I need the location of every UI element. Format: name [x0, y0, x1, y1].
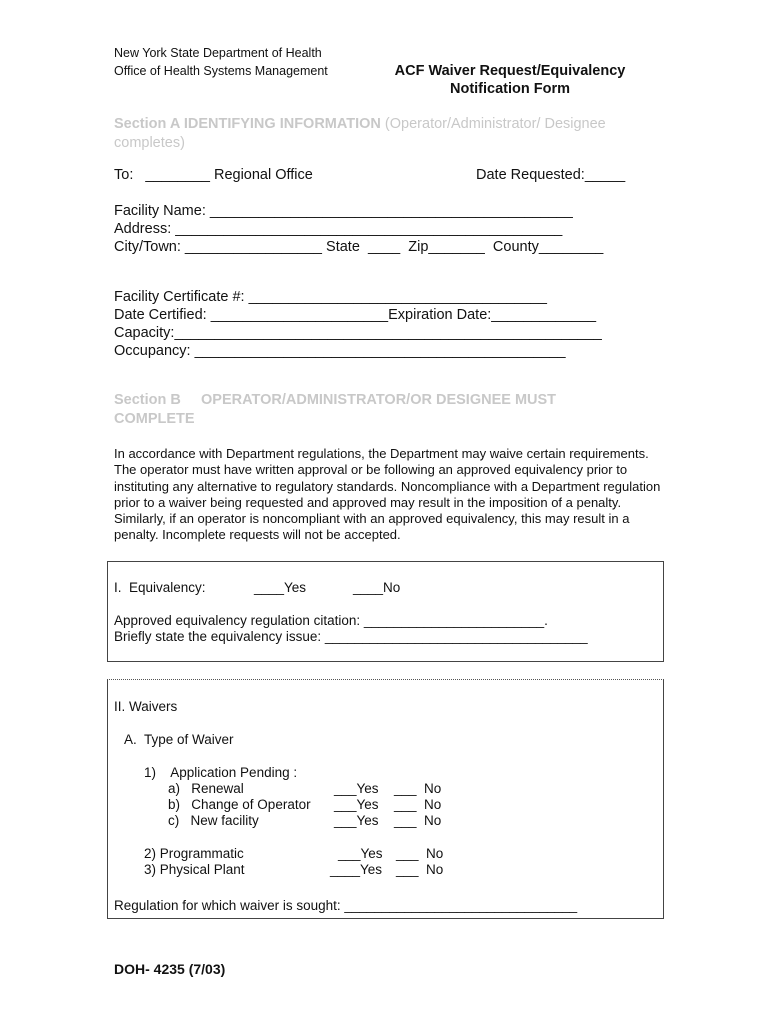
waiver-programmatic-label: 2) Programmatic [144, 846, 244, 861]
waivers-title: II. Waivers [114, 699, 178, 714]
section-b-heading-cont: COMPLETE [114, 411, 195, 427]
waiver-programmatic-no[interactable]: ___ No [396, 846, 444, 861]
equivalency-yes[interactable]: ____Yes [254, 580, 307, 595]
equivalency-citation-field[interactable]: Approved equivalency regulation citation: ________________________. [114, 613, 548, 628]
waiver-new-facility-label: c) New facility [168, 813, 259, 828]
waiver-programmatic-yes[interactable]: ___Yes [338, 846, 383, 861]
waiver-renewal-yes[interactable]: ___Yes [334, 781, 379, 796]
to-regional-office-field[interactable]: To: ________ Regional Office [114, 167, 313, 183]
form-title-line2: Notification Form [449, 81, 571, 97]
application-pending-label: 1) Application Pending : [144, 765, 298, 780]
department-name: New York State Department of Health [114, 46, 322, 60]
regulation-paragraph: In accordance with Department regulations, the Department may waive certain requirements. The operator must have written approval or be following an approved equivalency prior to instituting any alternative to regulatory standards. Noncompliance with a Department regulation prior to a waiver being requested and approved may result in the imposition of a penalty. Similarly, if an operator is noncompliant with an approved equivalency, this may result in a penalty. Incomplete requests will not be accepted. [114, 446, 661, 543]
waiver-change-operator-label: b) Change of Operator [168, 797, 311, 812]
waiver-type-heading: A. Type of Waiver [124, 732, 234, 747]
waiver-physical-plant-label: 3) Physical Plant [144, 862, 245, 877]
waiver-new-facility-no[interactable]: ___ No [394, 813, 442, 828]
waiver-change-operator-yes[interactable]: ___Yes [334, 797, 379, 812]
equivalency-no[interactable]: ____No [353, 580, 401, 595]
waiver-physical-plant-no[interactable]: ___ No [396, 862, 444, 877]
section-a-heading-cont: completes) [114, 135, 185, 151]
waiver-regulation-field[interactable]: Regulation for which waiver is sought: _______________________________ [114, 898, 578, 913]
date-certified-expiration-field[interactable]: Date Certified: ______________________Expiration Date:_____________ [114, 307, 597, 323]
city-state-zip-county-field[interactable]: City/Town: _________________ State ____ Zip_______ County________ [114, 239, 604, 255]
equivalency-label: I. Equivalency: [114, 580, 206, 595]
capacity-field[interactable]: Capacity:_____________________________________________________ [114, 325, 602, 341]
section-a-heading: Section A IDENTIFYING INFORMATION (Operator/Administrator/ Designee [114, 116, 606, 132]
occupancy-field[interactable]: Occupancy: ______________________________________________ [114, 343, 566, 359]
waiver-renewal-label: a) Renewal [168, 781, 244, 796]
form-title-line1: ACF Waiver Request/Equivalency [394, 63, 626, 79]
waiver-change-operator-no[interactable]: ___ No [394, 797, 442, 812]
date-requested-field[interactable]: Date Requested:_____ [476, 167, 626, 183]
office-name: Office of Health Systems Management [114, 64, 328, 78]
address-field[interactable]: Address: ________________________________________________ [114, 221, 563, 237]
waiver-new-facility-yes[interactable]: ___Yes [334, 813, 379, 828]
facility-name-field[interactable]: Facility Name: _____________________________________________ [114, 203, 573, 219]
section-b-heading: Section B OPERATOR/ADMINISTRATOR/OR DESIGNEE MUST [114, 392, 557, 408]
waiver-renewal-no[interactable]: ___ No [394, 781, 442, 796]
waiver-physical-plant-yes[interactable]: ____Yes [330, 862, 383, 877]
facility-certificate-field[interactable]: Facility Certificate #: _____________________________________ [114, 289, 547, 305]
form-number: DOH- 4235 (7/03) [114, 961, 226, 977]
equivalency-issue-field[interactable]: Briefly state the equivalency issue: ___________________________________ [114, 629, 588, 644]
